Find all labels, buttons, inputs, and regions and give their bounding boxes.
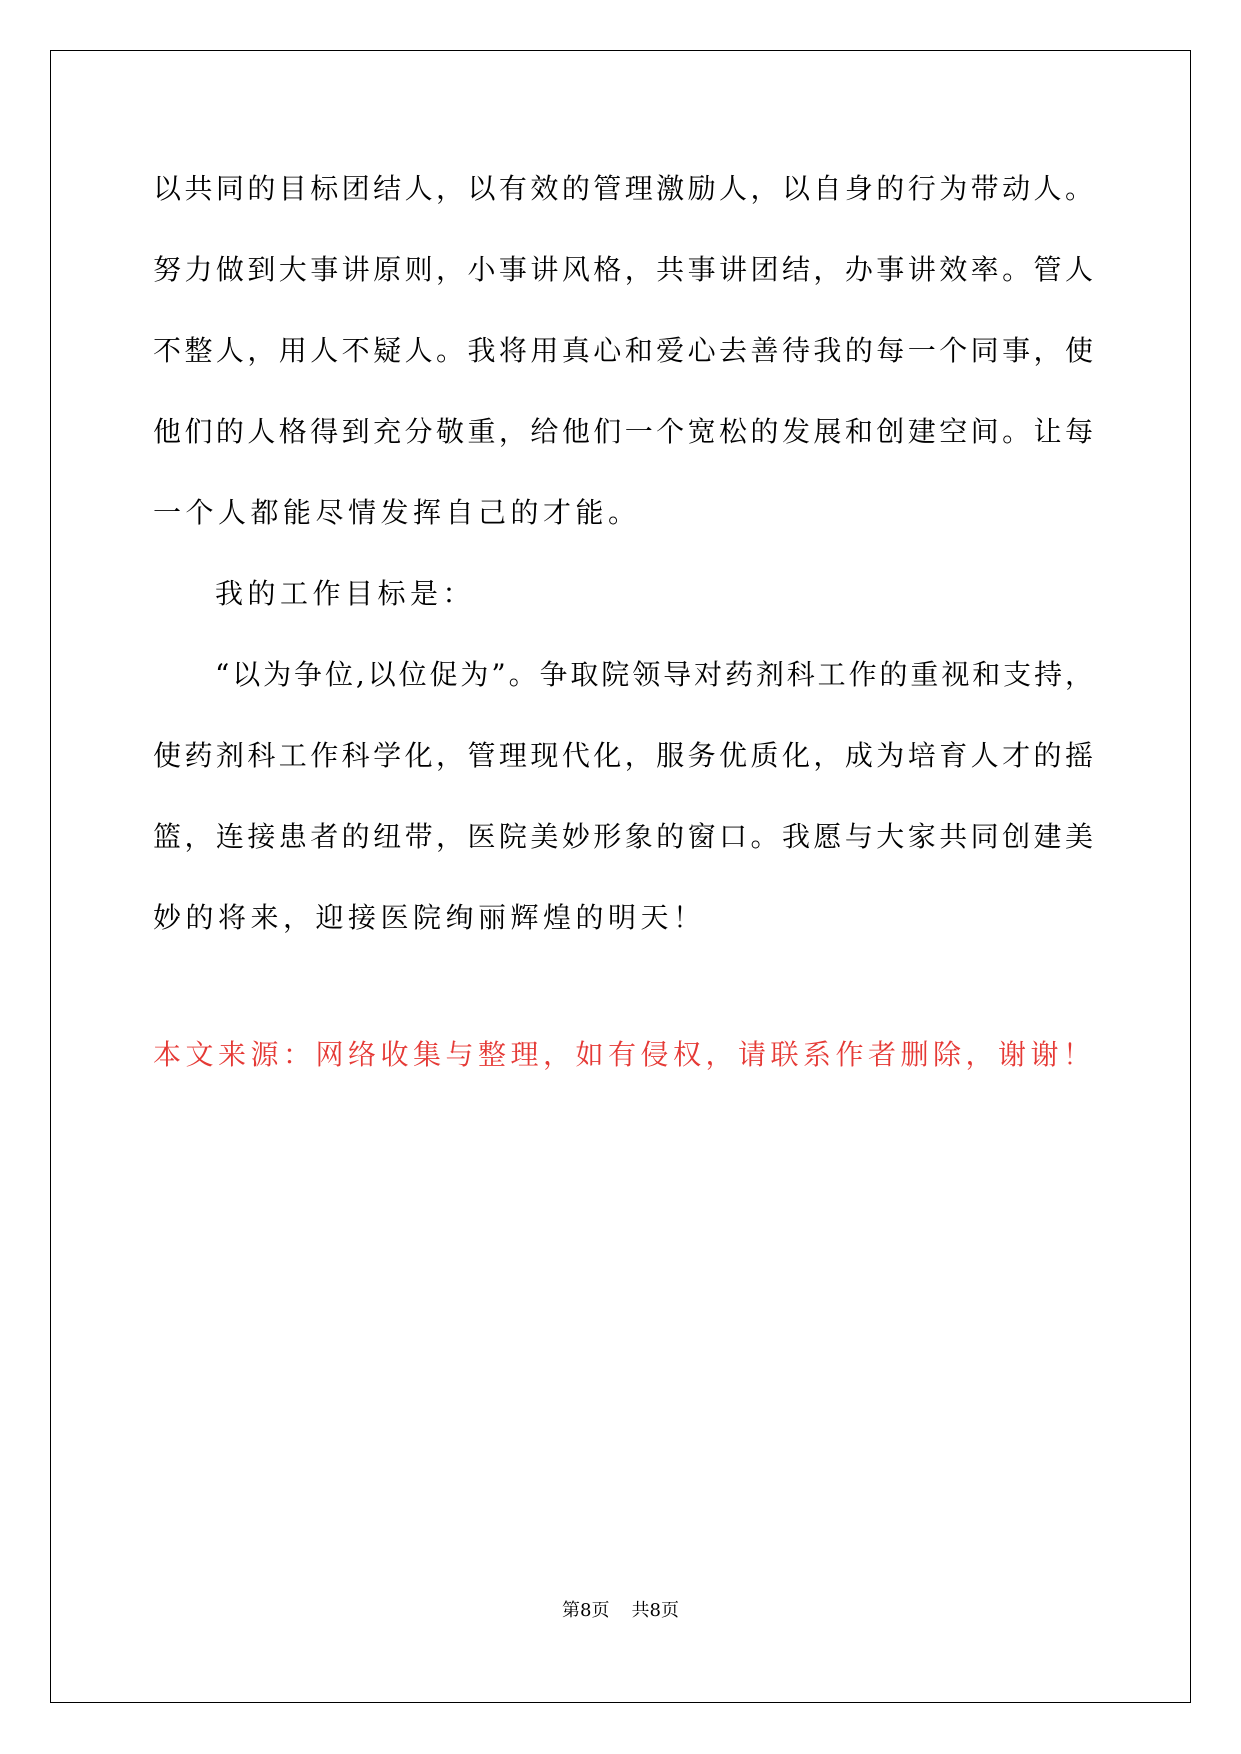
body-text-line: 妙的将来，迎接医院绚丽辉煌的明天！ xyxy=(153,901,706,934)
body-text-line: 使药剂科工作科学化，管理现代化，服务优质化，成为培育人才的摇 xyxy=(153,739,1093,772)
page-number-current: 第8页 xyxy=(562,1600,610,1621)
body-text-line: 一个人都能尽情发挥自己的才能。 xyxy=(153,496,641,529)
body-text-line: 努力做到大事讲原则，小事讲风格，共事讲团结，办事讲效率。管人 xyxy=(153,253,1093,286)
body-text-line: 不整人，用人不疑人。我将用真心和爱心去善待我的每一个同事，使 xyxy=(153,334,1093,367)
body-text-line: 他们的人格得到充分敬重，给他们一个宽松的发展和创建空间。让每 xyxy=(153,415,1093,448)
page-border xyxy=(50,50,1191,1703)
body-text-line: 以共同的目标团结人，以有效的管理激励人，以自身的行为带动人。 xyxy=(153,172,1093,205)
page-footer xyxy=(0,1600,1241,1622)
source-note: 本文来源：网络收集与整理，如有侵权，请联系作者删除，谢谢！ xyxy=(153,1038,1096,1071)
page-number-total: 共8页 xyxy=(631,1600,679,1621)
goal-heading: 我的工作目标是： xyxy=(215,577,476,610)
body-text-line: “以为争位,以位促为”。争取院领导对药剂科工作的重视和支持， xyxy=(215,658,1093,691)
body-text-line: 篮，连接患者的纽带，医院美妙形象的窗口。我愿与大家共同创建美 xyxy=(153,820,1093,853)
